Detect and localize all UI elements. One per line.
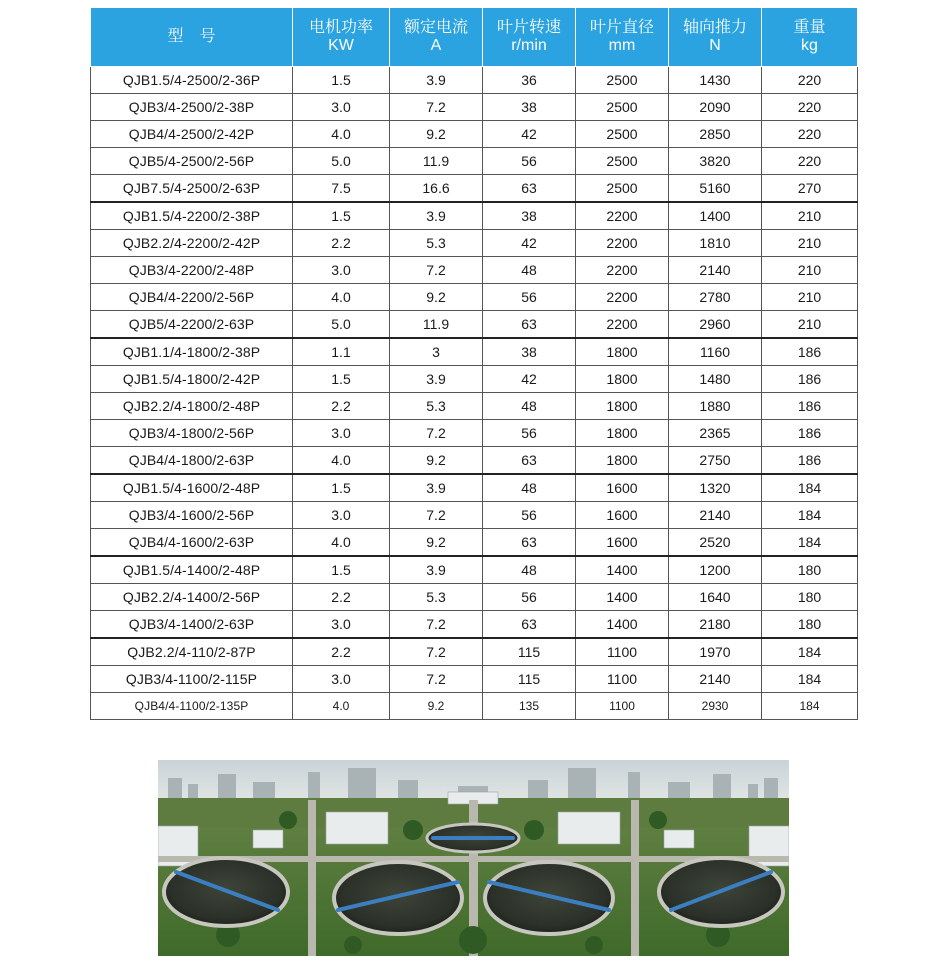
cell-model: QJB3/4-1400/2-63P [91,611,293,639]
cell-model: QJB4/4-1800/2-63P [91,447,293,475]
table-row [91,94,858,121]
table-row [91,284,858,311]
cell-rated-current: 5.3 [390,230,483,257]
cell-blade-diameter: 1800 [576,338,669,366]
cell-axial-thrust: 1430 [669,67,762,94]
cell-model: QJB1.5/4-2500/2-36P [91,67,293,94]
cell-model: QJB4/4-2200/2-56P [91,284,293,311]
cell-axial-thrust: 2140 [669,257,762,284]
cell-blade-speed: 38 [483,338,576,366]
table-row [91,121,858,148]
cell-blade-speed: 63 [483,175,576,203]
cell-model: QJB2.2/4-1800/2-48P [91,393,293,420]
cell-model: QJB3/4-2200/2-48P [91,257,293,284]
cell-blade-diameter: 1600 [576,529,669,557]
cell-rated-current: 3 [390,338,483,366]
table-row [91,393,858,420]
table-row [91,366,858,393]
cell-rated-current: 9.2 [390,121,483,148]
cell-weight: 186 [762,338,858,366]
cell-blade-speed: 115 [483,638,576,666]
cell-axial-thrust: 1160 [669,338,762,366]
cell-model: QJB1.5/4-1600/2-48P [91,474,293,502]
cell-rated-current: 11.9 [390,311,483,339]
cell-motor-power: 7.5 [293,175,390,203]
cell-blade-diameter: 2500 [576,94,669,121]
cell-blade-diameter: 2500 [576,148,669,175]
cell-weight: 220 [762,148,858,175]
table-row [91,175,858,203]
cell-motor-power: 3.0 [293,420,390,447]
cell-weight: 270 [762,175,858,203]
header-blade-diameter: 叶片直径 mm [576,8,669,67]
table-row [91,556,858,584]
table-row [91,474,858,502]
cell-weight: 186 [762,420,858,447]
header-blade-speed: 叶片转速 r/min [483,8,576,67]
cell-axial-thrust: 2365 [669,420,762,447]
cell-axial-thrust: 1880 [669,393,762,420]
cell-weight: 180 [762,611,858,639]
cell-axial-thrust: 2780 [669,284,762,311]
cell-motor-power: 5.0 [293,311,390,339]
cell-model: QJB2.2/4-1400/2-56P [91,584,293,611]
cell-motor-power: 1.5 [293,366,390,393]
cell-model: QJB1.1/4-1800/2-38P [91,338,293,366]
cell-motor-power: 3.0 [293,94,390,121]
spec-table-body [91,67,858,720]
table-row [91,611,858,639]
cell-model: QJB4/4-2500/2-42P [91,121,293,148]
cell-motor-power: 1.5 [293,556,390,584]
cell-weight: 220 [762,94,858,121]
cell-weight: 220 [762,121,858,148]
cell-rated-current: 16.6 [390,175,483,203]
cell-model: QJB2.2/4-110/2-87P [91,638,293,666]
cell-blade-diameter: 1400 [576,584,669,611]
cell-rated-current: 9.2 [390,447,483,475]
cell-axial-thrust: 3820 [669,148,762,175]
cell-axial-thrust: 2090 [669,94,762,121]
cell-blade-speed: 38 [483,202,576,230]
cell-blade-speed: 42 [483,230,576,257]
cell-blade-speed: 48 [483,257,576,284]
cell-rated-current: 3.9 [390,474,483,502]
cell-weight: 210 [762,311,858,339]
cell-rated-current: 3.9 [390,556,483,584]
cell-blade-speed: 63 [483,311,576,339]
cell-blade-speed: 63 [483,611,576,639]
cell-blade-diameter: 1100 [576,666,669,693]
table-row [91,202,858,230]
cell-rated-current: 9.2 [390,284,483,311]
table-row [91,311,858,339]
cell-axial-thrust: 1640 [669,584,762,611]
cell-weight: 210 [762,202,858,230]
cell-axial-thrust: 2960 [669,311,762,339]
cell-motor-power: 1.5 [293,474,390,502]
cell-blade-speed: 48 [483,474,576,502]
cell-blade-diameter: 1800 [576,393,669,420]
cell-blade-speed: 56 [483,420,576,447]
cell-axial-thrust: 2180 [669,611,762,639]
cell-weight: 184 [762,474,858,502]
cell-blade-speed: 56 [483,148,576,175]
cell-weight: 180 [762,556,858,584]
cell-model: QJB3/4-1600/2-56P [91,502,293,529]
table-row [91,148,858,175]
cell-weight: 210 [762,257,858,284]
cell-blade-speed: 36 [483,67,576,94]
cell-motor-power: 2.2 [293,230,390,257]
cell-blade-diameter: 2200 [576,230,669,257]
cell-rated-current: 7.2 [390,611,483,639]
cell-rated-current: 11.9 [390,148,483,175]
cell-weight: 186 [762,393,858,420]
table-row [91,338,858,366]
cell-axial-thrust: 1480 [669,366,762,393]
cell-weight: 186 [762,447,858,475]
cell-weight: 210 [762,284,858,311]
cell-model: QJB4/4-1600/2-63P [91,529,293,557]
cell-motor-power: 5.0 [293,148,390,175]
cell-motor-power: 2.2 [293,393,390,420]
cell-motor-power: 2.2 [293,584,390,611]
cell-axial-thrust: 5160 [669,175,762,203]
cell-blade-speed: 63 [483,447,576,475]
cell-blade-diameter: 1100 [576,693,669,720]
cell-motor-power: 4.0 [293,693,390,720]
cell-axial-thrust: 1320 [669,474,762,502]
cell-weight: 184 [762,638,858,666]
table-row [91,447,858,475]
cell-rated-current: 5.3 [390,393,483,420]
cell-blade-speed: 56 [483,284,576,311]
cell-model: QJB3/4-1800/2-56P [91,420,293,447]
cell-model: QJB2.2/4-2200/2-42P [91,230,293,257]
cell-axial-thrust: 1810 [669,230,762,257]
cell-model: QJB7.5/4-2500/2-63P [91,175,293,203]
cell-blade-diameter: 1400 [576,611,669,639]
cell-blade-diameter: 2500 [576,67,669,94]
cell-model: QJB1.5/4-2200/2-38P [91,202,293,230]
cell-axial-thrust: 1400 [669,202,762,230]
cell-weight: 186 [762,366,858,393]
cell-weight: 184 [762,502,858,529]
table-row [91,666,858,693]
table-row [91,529,858,557]
cell-blade-speed: 63 [483,529,576,557]
header-axial-thrust: 轴向推力 N [669,8,762,67]
cell-axial-thrust: 1200 [669,556,762,584]
cell-blade-diameter: 2200 [576,257,669,284]
cell-blade-speed: 56 [483,502,576,529]
cell-weight: 184 [762,529,858,557]
cell-motor-power: 3.0 [293,666,390,693]
cell-axial-thrust: 2850 [669,121,762,148]
cell-weight: 184 [762,666,858,693]
cell-model: QJB3/4-1100/2-115P [91,666,293,693]
cell-blade-diameter: 2500 [576,175,669,203]
cell-motor-power: 3.0 [293,257,390,284]
cell-blade-diameter: 1800 [576,420,669,447]
cell-weight: 180 [762,584,858,611]
cell-rated-current: 3.9 [390,67,483,94]
cell-blade-speed: 38 [483,94,576,121]
table-row [91,67,858,94]
cell-blade-diameter: 1800 [576,447,669,475]
header-motor-power: 电机功率 KW [293,8,390,67]
cell-model: QJB5/4-2500/2-56P [91,148,293,175]
cell-rated-current: 7.2 [390,420,483,447]
cell-rated-current: 7.2 [390,502,483,529]
cell-blade-diameter: 2200 [576,284,669,311]
header-model: 型 号 [91,8,293,67]
cell-axial-thrust: 2750 [669,447,762,475]
cell-motor-power: 4.0 [293,284,390,311]
cell-weight: 210 [762,230,858,257]
cell-weight: 220 [762,67,858,94]
cell-rated-current: 3.9 [390,366,483,393]
plant-aerial-photo [158,760,789,956]
table-row [91,584,858,611]
cell-blade-diameter: 1800 [576,366,669,393]
table-header-row [91,8,858,67]
cell-rated-current: 7.2 [390,638,483,666]
cell-blade-diameter: 2500 [576,121,669,148]
cell-axial-thrust: 2930 [669,693,762,720]
header-rated-current: 额定电流 A [390,8,483,67]
cell-blade-speed: 42 [483,366,576,393]
cell-motor-power: 1.5 [293,202,390,230]
cell-rated-current: 7.2 [390,257,483,284]
table-row [91,420,858,447]
cell-motor-power: 1.5 [293,67,390,94]
cell-blade-diameter: 2200 [576,202,669,230]
cell-rated-current: 5.3 [390,584,483,611]
cell-model: QJB1.5/4-1800/2-42P [91,366,293,393]
cell-blade-diameter: 1600 [576,502,669,529]
cell-motor-power: 3.0 [293,502,390,529]
table-row [91,638,858,666]
cell-blade-diameter: 1100 [576,638,669,666]
cell-axial-thrust: 2140 [669,666,762,693]
cell-blade-speed: 56 [483,584,576,611]
cell-motor-power: 4.0 [293,121,390,148]
cell-axial-thrust: 1970 [669,638,762,666]
cell-rated-current: 3.9 [390,202,483,230]
cell-blade-speed: 115 [483,666,576,693]
cell-rated-current: 7.2 [390,666,483,693]
table-row [91,693,858,720]
header-weight: 重量 kg [762,8,858,67]
cell-model: QJB5/4-2200/2-63P [91,311,293,339]
cell-blade-speed: 48 [483,556,576,584]
table-row [91,230,858,257]
cell-motor-power: 1.1 [293,338,390,366]
cell-motor-power: 4.0 [293,529,390,557]
cell-model: QJB4/4-1100/2-135P [91,693,293,720]
cell-motor-power: 2.2 [293,638,390,666]
spec-table [90,7,858,720]
table-row [91,502,858,529]
cell-model: QJB1.5/4-1400/2-48P [91,556,293,584]
cell-rated-current: 9.2 [390,693,483,720]
cell-weight: 184 [762,693,858,720]
cell-blade-diameter: 1400 [576,556,669,584]
cell-rated-current: 9.2 [390,529,483,557]
cell-motor-power: 4.0 [293,447,390,475]
cell-rated-current: 7.2 [390,94,483,121]
cell-blade-speed: 42 [483,121,576,148]
cell-axial-thrust: 2140 [669,502,762,529]
cell-axial-thrust: 2520 [669,529,762,557]
cell-model: QJB3/4-2500/2-38P [91,94,293,121]
table-row [91,257,858,284]
cell-blade-diameter: 1600 [576,474,669,502]
cell-blade-speed: 135 [483,693,576,720]
cell-blade-diameter: 2200 [576,311,669,339]
cell-motor-power: 3.0 [293,611,390,639]
cell-blade-speed: 48 [483,393,576,420]
